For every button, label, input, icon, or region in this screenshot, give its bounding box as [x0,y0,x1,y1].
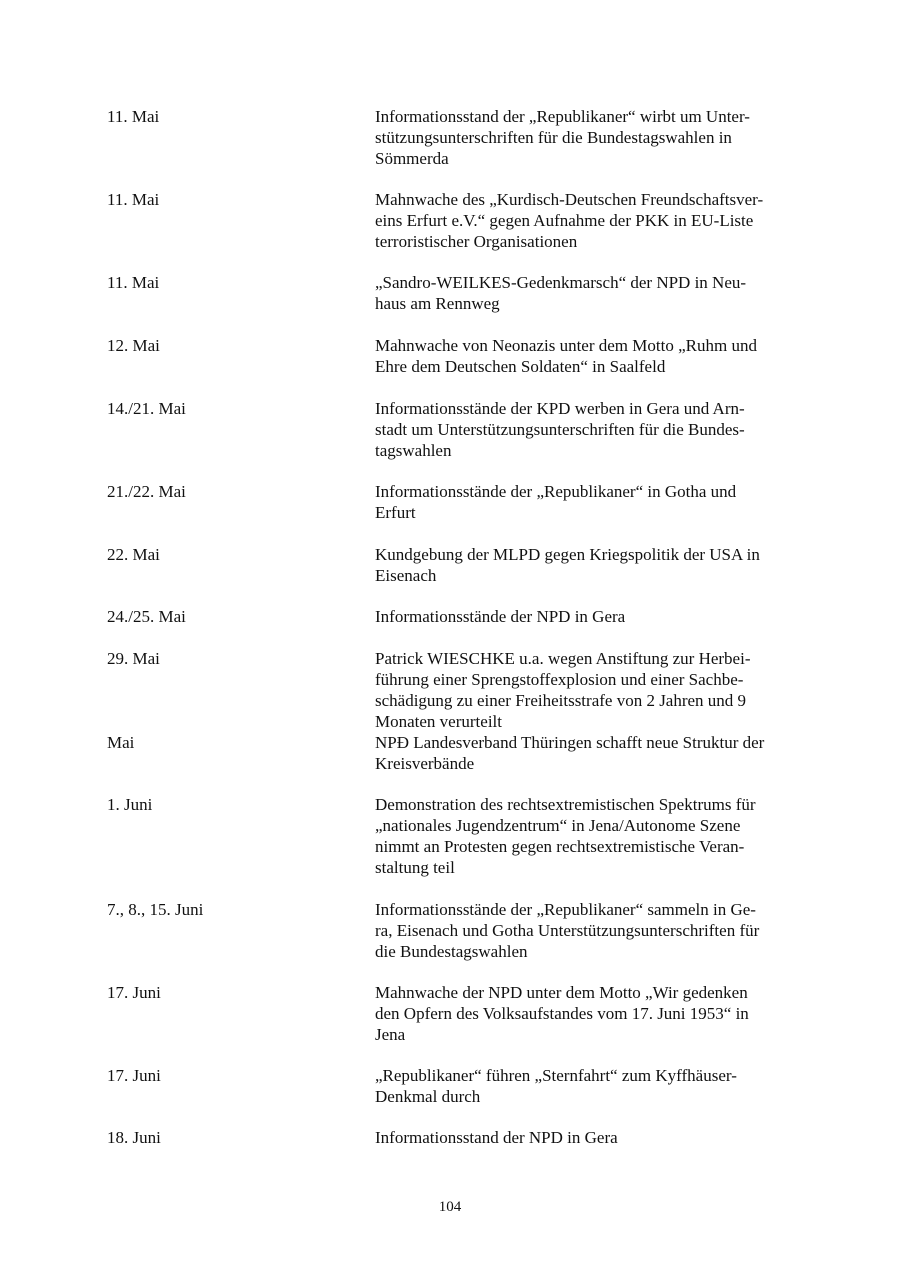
entry-description [375,398,795,461]
entry-description [375,106,795,169]
entry-description [375,1127,795,1148]
entry-date: Mai [107,733,135,752]
entry-description [375,544,795,586]
entry-description [375,732,795,774]
entry-description [375,899,795,962]
entry-description [375,189,795,252]
entry-date: 11. Mai [107,190,160,209]
description-line: Patrick WIESCHKE u.a. wegen Anstiftung zur Herbei- [375,649,751,668]
entry-description [375,335,795,377]
description-line: NPĐ Landesverband Thüringen schafft neue Struktur der [375,733,765,752]
entry-date: 11. Mai [107,273,160,292]
entry-description [375,794,795,878]
description-line: schädigung zu einer Freiheitsstrafe von 2 Jahren und 9 [375,691,747,710]
description-line: Eisenach [375,566,437,585]
entry-date: 14./21. Mai [107,399,186,418]
entry-description [375,648,795,732]
description-line: Ehre dem Deutschen Soldaten“ in Saalfeld [375,357,666,376]
entry-date: 21./22. Mai [107,482,186,501]
description-line: Sömmerda [375,149,449,168]
description-line: stützungsunterschriften für die Bundestagswahlen in [375,128,732,147]
description-line: eins Erfurt e.V.“ gegen Aufnahme der PKK in EU-Liste [375,211,754,230]
entry-description [375,481,795,523]
description-line: Mahnwache des „Kurdisch-Deutschen Freundschaftsver- [375,190,764,209]
description-line: nimmt an Protesten gegen rechtsextremistische Veran- [375,837,745,856]
description-line: Informationsstände der „Republikaner“ in Gotha und [375,482,737,501]
description-line: „Sandro-WEILKES-Gedenkmarsch“ der NPD in Neu- [375,273,747,292]
entry-date: 22. Mai [107,545,160,564]
entry-date: 1. Juni [107,795,153,814]
entry-date: 7., 8., 15. Juni [107,900,204,919]
description-line: Mahnwache von Neonazis unter dem Motto „Ruhm und [375,336,757,355]
entry-date: 29. Mai [107,649,160,668]
description-line: Informationsstand der NPD in Gera [375,1128,618,1147]
description-line: Mahnwache der NPD unter dem Motto „Wir gedenken [375,983,748,1002]
entry-description [375,982,795,1045]
description-line: den Opfern des Volksaufstandes vom 17. Juni 1953“ in [375,1004,749,1023]
page-number: 104 [438,1199,462,1215]
description-line: führung einer Sprengstoffexplosion und einer Sachbe- [375,670,744,689]
description-line: ra, Eisenach und Gotha Unterstützungsunterschriften für [375,921,760,940]
description-line: Jena [375,1025,406,1044]
description-line: Kreisverbände [375,754,475,773]
description-line: haus am Rennweg [375,294,500,313]
entry-description [375,272,795,314]
description-line: Informationsstände der „Republikaner“ sammeln in Ge- [375,900,756,919]
description-line: tagswahlen [375,441,452,460]
description-line: Denkmal durch [375,1087,481,1106]
entry-date: 17. Juni [107,983,161,1002]
entry-date: 17. Juni [107,1066,161,1085]
description-line: „Republikaner“ führen „Sternfahrt“ zum Kyffhäuser- [375,1066,737,1085]
entry-date: 24./25. Mai [107,607,186,626]
description-line: Kundgebung der MLPD gegen Kriegspolitik der USA in [375,545,760,564]
description-line: Informationsstand der „Republikaner“ wirbt um Unter- [375,107,750,126]
description-line: Erfurt [375,503,416,522]
description-line: die Bundestagswahlen [375,942,528,961]
entry-date: 18. Juni [107,1128,161,1147]
description-line: Monaten verurteilt [375,712,502,731]
description-line: „nationales Jugendzentrum“ in Jena/Autonome Szene [375,816,741,835]
description-line: Informationsstände der NPD in Gera [375,607,626,626]
description-line: terroristischer Organisationen [375,232,578,251]
entry-description [375,606,795,627]
entry-date: 12. Mai [107,336,160,355]
description-line: staltung teil [375,858,455,877]
description-line: Demonstration des rechtsextremistischen Spektrums für [375,795,756,814]
description-line: Informationsstände der KPD werben in Gera und Arn- [375,399,745,418]
entry-date: 11. Mai [107,107,160,126]
description-line: stadt um Unterstützungsunterschriften für die Bundes- [375,420,745,439]
entry-description [375,1065,795,1107]
